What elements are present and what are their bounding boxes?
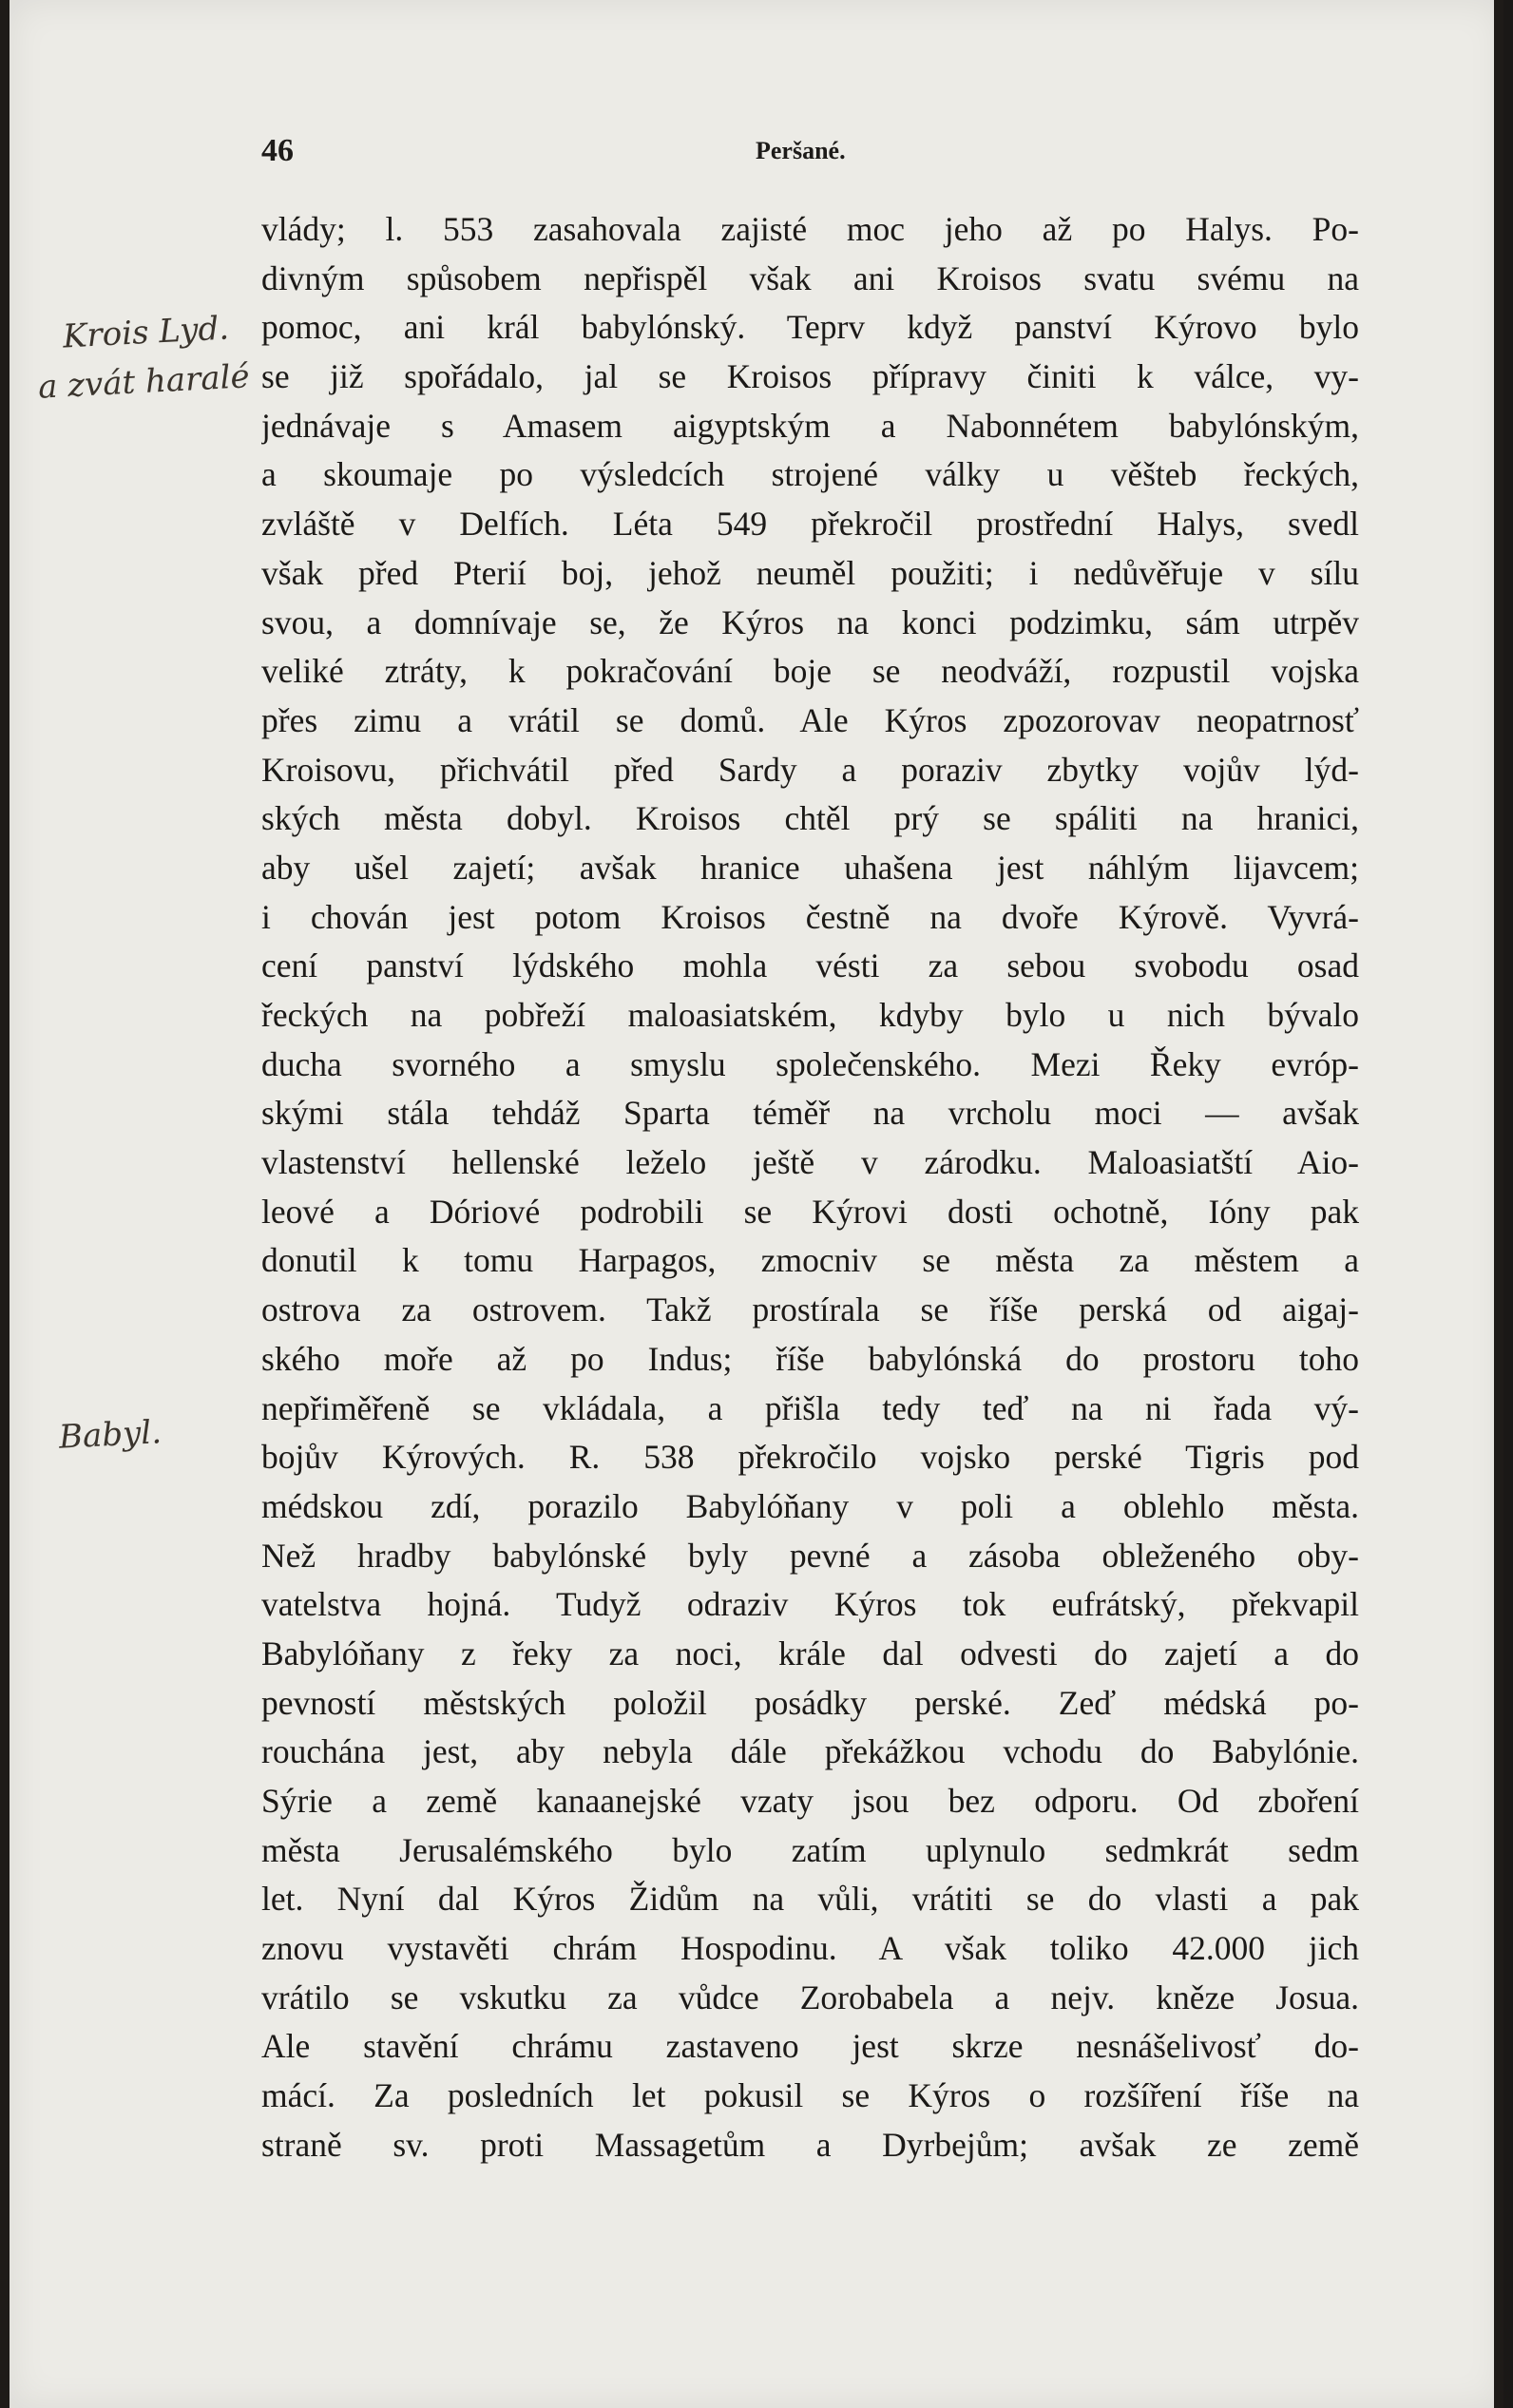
text-line: však před Pterií boj, jehož neuměl použiti; i nedůvěřuje v sílu	[261, 553, 1359, 592]
text-line: ských města dobyl. Kroisos chtěl prý se spáliti na hranici,	[261, 799, 1359, 838]
text-line: Ale stavění chrámu zastaveno jest skrze nesnášelivosť do-	[261, 2027, 1359, 2066]
scan-edge-right	[1494, 0, 1503, 2408]
margin-note-handwritten: Krois Lyd.	[62, 309, 230, 356]
text-line: ducha svorného a smyslu společenského. Mezi Řeky evróp-	[261, 1044, 1359, 1083]
text-line: aby ušel zajetí; avšak hranice uhašena jest náhlým lijavcem;	[261, 848, 1359, 887]
text-line: médskou zdí, porazilo Babylóňany v poli a oblehlo města.	[261, 1486, 1359, 1525]
running-title: Peršané.	[756, 137, 846, 164]
text-line: rouchána jest, aby nebyla dále překážkou vchodu do Babylónie.	[261, 1732, 1359, 1771]
text-line: Babylóňany z řeky za noci, krále dal odvesti do zajetí a do	[261, 1634, 1359, 1672]
text-line: Kroisovu, přichvátil před Sardy a poraziv zbytky vojův lýd-	[261, 750, 1359, 789]
text-line: Sýrie a země kanaanejské vzaty jsou bez odporu. Od zboření	[261, 1782, 1359, 1820]
text-line: přes zimu a vrátil se domů. Ale Kýros zpozorovav neopatrnosť	[261, 700, 1359, 739]
book-page	[10, 0, 1503, 2408]
margin-note-handwritten: Babyl.	[58, 1413, 163, 1457]
text-line: vlastenství hellenské leželo ještě v zárodku. Maloasiatští Aio-	[261, 1143, 1359, 1182]
text-line: ského moře až po Indus; říše babylónská do prostoru toho	[261, 1339, 1359, 1378]
text-line: nepřiměřeně se vkládala, a přišla tedy teď na ni řada vý-	[261, 1388, 1359, 1427]
text-line: donutil k tomu Harpagos, zmocniv se města za městem a	[261, 1241, 1359, 1280]
text-line: pevností městských položil posádky perské. Zeď médská po-	[261, 1683, 1359, 1722]
text-line: let. Nyní dal Kýros Židům na vůli, vrátiti se do vlasti a pak	[261, 1880, 1359, 1919]
text-line: mácí. Za posledních let pokusil se Kýros o rozšíření říše na	[261, 2076, 1359, 2115]
body-text	[261, 205, 1359, 2170]
text-line: a skoumaje po výsledcích strojené války u věšteb řeckých,	[261, 455, 1359, 494]
text-line: města Jerusalémského bylo zatím uplynulo sedmkrát sedm	[261, 1830, 1359, 1869]
margin-note-handwritten: a zvát haralé	[37, 357, 251, 407]
text-line: leové a Dóriové podrobili se Kýrovi dosti ochotně, Ióny pak	[261, 1192, 1359, 1231]
text-line: straně sv. proti Massagetům a Dyrbejům; avšak ze země	[261, 2125, 1359, 2164]
text-line: i chován jest potom Kroisos čestně na dvoře Kýrově. Vyvrá-	[261, 897, 1359, 936]
text-line: vrátilo se vskutku za vůdce Zorobabela a nejv. kněze Josua.	[261, 1978, 1359, 2016]
text-line: řeckých na pobřeží maloasiatském, kdyby bylo u nich bývalo	[261, 996, 1359, 1034]
text-line: cení panství lýdského mohla vésti za sebou svobodu osad	[261, 946, 1359, 985]
page-number: 46	[261, 133, 294, 168]
text-line: Než hradby babylónské byly pevné a zásoba obleženého oby-	[261, 1536, 1359, 1575]
text-line: divným spůsobem nepřispěl však ani Kroisos svatu svému na	[261, 258, 1359, 297]
text-line: vlády; l. 553 zasahovala zajisté moc jeho až po Halys. Po-	[261, 210, 1359, 248]
text-line: vatelstva hojná. Tudyž odraziv Kýros tok eufrátský, překvapil	[261, 1585, 1359, 1624]
text-line: pomoc, ani král babylónský. Teprv když panství Kýrovo bylo	[261, 308, 1359, 347]
page-header	[261, 133, 1359, 181]
text-line: skými stála tehdáž Sparta téměř na vrcholu moci — avšak	[261, 1094, 1359, 1133]
text-line: jednávaje s Amasem aigyptským a Nabonnétem babylónským,	[261, 406, 1359, 445]
text-line: ostrova za ostrovem. Takž prostírala se říše perská od aigaj-	[261, 1290, 1359, 1329]
text-line: svou, a domnívaje se, že Kýros na konci podzimku, sám utrpěv	[261, 602, 1359, 641]
text-line: veliké ztráty, k pokračování boje se neodváží, rozpustil vojska	[261, 652, 1359, 691]
text-line: zvláště v Delfích. Léta 549 překročil prostřední Halys, svedl	[261, 505, 1359, 544]
text-line: znovu vystavěti chrám Hospodinu. A však toliko 42.000 jich	[261, 1929, 1359, 1968]
text-line: bojův Kýrových. R. 538 překročilo vojsko perské Tigris pod	[261, 1438, 1359, 1477]
text-line: se již spořádalo, jal se Kroisos přípravy činiti k válce, vy-	[261, 357, 1359, 396]
